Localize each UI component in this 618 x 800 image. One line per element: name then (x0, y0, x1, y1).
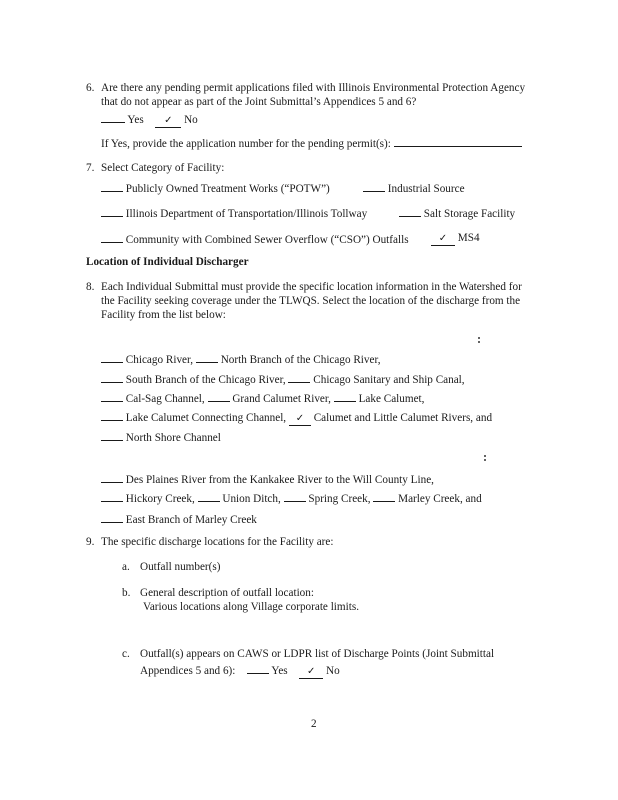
spring-label: Spring Creek, (308, 493, 371, 505)
q7-cso-blank[interactable] (101, 232, 123, 243)
page-number: 2 (311, 718, 317, 730)
chicago-river-blank[interactable] (101, 352, 123, 363)
q8-group1-row2 (101, 372, 465, 386)
q6-followup-row (101, 136, 522, 150)
q6-yes-label: Yes (127, 114, 144, 126)
chicago-river-label: Chicago River, (125, 354, 194, 366)
north-shore-label: North Shore Channel (125, 432, 221, 444)
q8-line2: the Facility seeking coverage under the TLWQS. Select the location of the discharge from the (101, 295, 521, 307)
q8-group1-row5 (101, 430, 221, 444)
q9a-text: Outfall number(s) (140, 561, 221, 573)
q7-option-idot (101, 206, 367, 220)
sanitary-ship-blank[interactable] (288, 372, 310, 383)
q8-group1-row3 (101, 391, 424, 405)
des-plaines-label: Des Plaines River from the Kankakee River to the Will County Line, (125, 474, 434, 486)
south-branch-blank[interactable] (101, 372, 123, 383)
q6-question-line2: that do not appear as part of the Joint Submittal’s Appendices 5 and 6? (101, 96, 417, 108)
q9b-text: General description of outfall location: (140, 587, 314, 599)
q7-ms4-label: MS4 (457, 232, 480, 244)
q9c-line1: Outfall(s) appears on CAWS or LDPR list of Discharge Points (Joint Submittal (140, 648, 495, 660)
q8-line1: Each Individual Submittal must provide the specific location information in the Watershed for (101, 281, 522, 293)
q8-group2-row1 (101, 472, 434, 486)
spring-blank[interactable] (284, 491, 306, 502)
lake-calumet-connecting-blank[interactable] (101, 410, 123, 421)
q7-ms4-blank[interactable] (431, 235, 455, 246)
q9c-yes-blank[interactable] (247, 663, 269, 674)
north-branch-label: North Branch of the Chicago River, (220, 354, 381, 366)
q9b-label: b. (122, 587, 131, 599)
north-shore-blank[interactable] (101, 430, 123, 441)
q9a-label: a. (122, 561, 130, 573)
north-branch-blank[interactable] (196, 352, 218, 363)
q7-salt-label: Salt Storage Facility (423, 208, 516, 220)
grand-calumet-blank[interactable] (208, 391, 230, 402)
q9c-line2-row (140, 663, 340, 679)
q7-industrial-label: Industrial Source (387, 183, 465, 195)
q9c-no-blank[interactable] (299, 668, 323, 679)
q7-potw-blank[interactable] (101, 181, 123, 192)
cal-sag-blank[interactable] (101, 391, 123, 402)
q8-group2-row2 (101, 491, 482, 505)
lake-calumet-connecting-label: Lake Calumet Connecting Channel, (125, 412, 287, 424)
south-branch-label: South Branch of the Chicago River, (125, 374, 286, 386)
union-ditch-label: Union Ditch, (222, 493, 281, 505)
marley-label: Marley Creek, and (398, 493, 482, 505)
q9c-line2: Appendices 5 and 6): (140, 665, 236, 677)
q9b-answer: Various locations along Village corporate limits. (143, 601, 359, 613)
calumet-little-calumet-blank[interactable] (289, 415, 311, 426)
calumet-little-calumet-label: Calumet and Little Calumet Rivers, and (313, 412, 493, 424)
check-icon: ✓ (295, 413, 305, 424)
lake-calumet-blank[interactable] (334, 391, 356, 402)
check-icon: ✓ (307, 666, 316, 677)
scan-mark (484, 459, 486, 461)
q9c-label: c. (122, 648, 130, 660)
q6-question-line1: Are there any pending permit applications filed with Illinois Environmental Protection Agency (101, 82, 526, 94)
east-branch-marley-blank[interactable] (101, 512, 123, 523)
q7-prompt: Select Category of Facility: (101, 162, 225, 174)
scan-mark (478, 341, 480, 343)
q9-prompt: The specific discharge locations for the Facility are: (101, 536, 334, 548)
east-branch-marley-label: East Branch of Marley Creek (125, 514, 257, 526)
q9-number: 9. (86, 536, 95, 548)
q6-answer-row (101, 112, 198, 128)
q7-industrial-blank[interactable] (363, 181, 385, 192)
scan-mark (484, 455, 486, 457)
q6-yes-blank[interactable] (101, 112, 125, 123)
q7-option-potw (101, 181, 330, 195)
q9c-yes-label: Yes (271, 665, 288, 677)
q7-option-salt (399, 206, 515, 220)
q7-idot-blank[interactable] (101, 206, 123, 217)
grand-calumet-label: Grand Calumet River, (232, 393, 331, 405)
scan-mark (478, 337, 480, 339)
q7-salt-blank[interactable] (399, 206, 421, 217)
marley-blank[interactable] (373, 491, 395, 502)
lake-calumet-label: Lake Calumet, (358, 393, 425, 405)
check-icon: ✓ (438, 233, 448, 244)
q6-application-number-field[interactable] (394, 136, 522, 147)
q8-number: 8. (86, 281, 95, 293)
des-plaines-blank[interactable] (101, 472, 123, 483)
cal-sag-label: Cal-Sag Channel, (125, 393, 205, 405)
sanitary-ship-label: Chicago Sanitary and Ship Canal, (313, 374, 465, 386)
q8-group1-row1 (101, 352, 381, 366)
q7-idot-label: Illinois Department of Transportation/Illinois Tollway (125, 208, 368, 220)
q8-line3: Facility from the list below: (101, 309, 226, 321)
hickory-label: Hickory Creek, (125, 493, 195, 505)
q7-number: 7. (86, 162, 95, 174)
q8-group2-row3 (101, 512, 257, 526)
q7-option-industrial (363, 181, 465, 195)
q7-option-cso (101, 232, 409, 246)
q7-option-ms4 (431, 232, 480, 246)
hickory-blank[interactable] (101, 491, 123, 502)
q6-number: 6. (86, 82, 95, 94)
q6-no-blank[interactable] (155, 117, 181, 128)
section-heading: Location of Individual Discharger (86, 256, 249, 268)
q7-potw-label: Publicly Owned Treatment Works (“POTW”) (125, 183, 330, 195)
q8-group1-row4 (101, 410, 492, 426)
q6-no-label: No (184, 114, 198, 126)
q7-cso-label: Community with Combined Sewer Overflow (“CSO”) Outfalls (125, 234, 409, 246)
q9c-no-label: No (326, 665, 340, 677)
union-ditch-blank[interactable] (198, 491, 220, 502)
check-icon: ✓ (164, 115, 173, 126)
q6-followup-label: If Yes, provide the application number for the pending permit(s): (101, 138, 391, 150)
